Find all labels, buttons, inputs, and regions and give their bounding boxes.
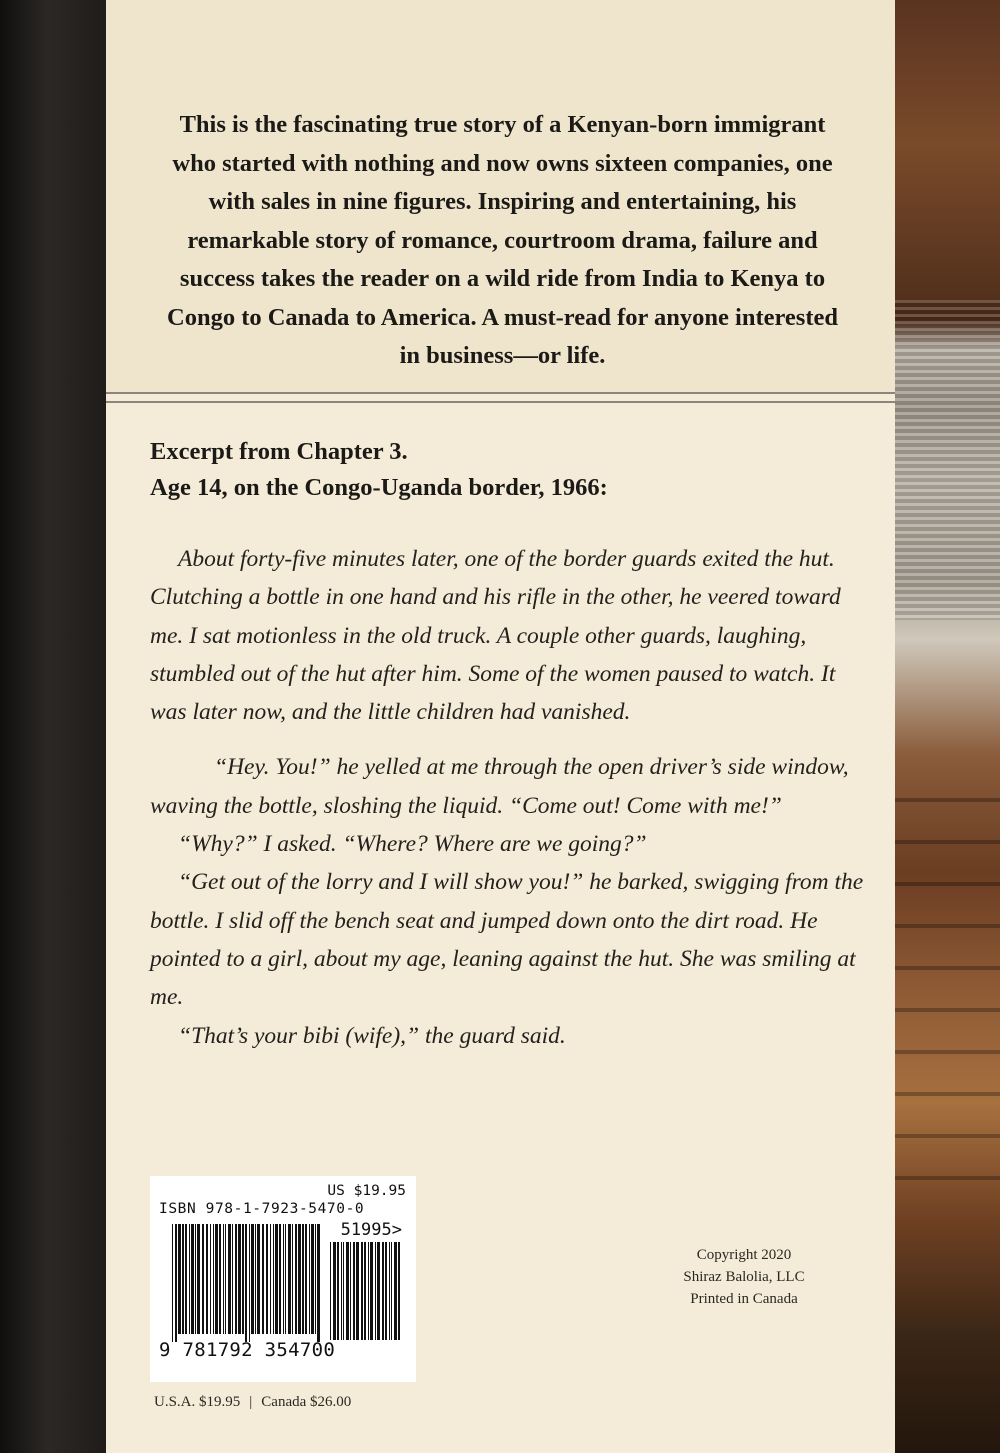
barcode-bar <box>219 1224 221 1334</box>
barcode-bar <box>317 1224 320 1342</box>
barcode-bar <box>185 1224 187 1334</box>
barcode-bar <box>175 1224 177 1342</box>
divider-rule-top <box>106 392 895 394</box>
excerpt-paragraph: “That’s your bibi (wife),” the guard said. <box>178 1022 566 1049</box>
barcode-bar <box>242 1224 244 1334</box>
barcode-bar <box>189 1224 190 1334</box>
barcode-bar <box>270 1224 271 1334</box>
price-usa: U.S.A. $19.95 <box>154 1394 241 1410</box>
desk-drawers-image <box>895 760 1000 1180</box>
barcode-bar <box>346 1242 349 1340</box>
barcode-bar <box>172 1224 173 1342</box>
cover-photo-edge <box>895 0 1000 1453</box>
excerpt-text <box>150 540 870 1055</box>
barcode-bar <box>285 1224 286 1334</box>
barcode-bar <box>353 1242 355 1340</box>
barcode-bar <box>398 1242 400 1340</box>
barcode-bar <box>356 1242 359 1340</box>
barcode-bar <box>249 1224 250 1342</box>
excerpt-paragraph: About forty-five minutes later, one of the border guards exited the hut. Clutching a bottle in one hand and his rifle in the other, he veered toward me. I sat motionless in the old truck. A couple other guards, laughing, stumbled out of the hut after him. Some of the women paused to watch. It was later now, and the little children had vanished. <box>150 546 841 726</box>
copyright-notice <box>644 1244 844 1310</box>
book-blurb: This is the fascinating true story of a Kenyan-born immigrant who started with nothing and now owns sixteen companies, one with sales in nine figures. Inspiring and entertaining, his remarkable story of romance, courtroom drama, failure and success takes the reader on a wild ride from India to Kenya to Congo to Canada to America. A must-read for anyone interested in business—or life. <box>167 111 838 369</box>
excerpt-heading-chapter: Excerpt from Chapter 3. <box>150 438 408 465</box>
back-cover-panel <box>106 0 895 1453</box>
window-blinds-image <box>895 300 1000 620</box>
excerpt-paragraph: “Why?” I asked. “Where? Where are we going?” <box>178 831 647 858</box>
isbn-barcode-label <box>150 1176 416 1382</box>
barcode-bar <box>350 1242 351 1340</box>
barcode-bar <box>341 1242 342 1340</box>
book-spine-edge <box>0 0 106 1453</box>
barcode-bar <box>315 1224 316 1334</box>
excerpt-heading <box>150 434 850 506</box>
barcode-bar <box>266 1224 268 1334</box>
barcode-bar <box>302 1224 304 1334</box>
isbn-number: ISBN 978-1-7923-5470-0 <box>159 1201 365 1217</box>
barcode-bar <box>288 1224 291 1334</box>
excerpt-paragraph: “Get out of the lorry and I will show you!” he barked, swigging from the bottle. I slid off the bench seat and jumped down onto the dirt road. He pointed to a girl, about my age, leaning against the hut. She was smiling at me. <box>150 869 864 1011</box>
barcode-bar <box>311 1224 314 1334</box>
price-separator: | <box>249 1394 253 1410</box>
barcode-bar <box>382 1242 384 1340</box>
barcode-digits: 9 781792 354700 <box>159 1339 336 1361</box>
barcode-price-code: US $19.95 <box>327 1183 406 1199</box>
copyright-holder: Shiraz Balolia, LLC <box>683 1269 805 1285</box>
barcode-bar <box>213 1224 214 1334</box>
barcode-bar <box>385 1242 387 1340</box>
barcode-bar <box>255 1224 256 1334</box>
barcode-bar <box>273 1224 274 1334</box>
barcode-bar <box>389 1242 390 1340</box>
barcode-bar <box>210 1224 211 1334</box>
barcode-bar <box>235 1224 237 1334</box>
barcode-bar <box>182 1224 184 1334</box>
barcode-bar <box>364 1242 366 1340</box>
barcode-addon-code: 51995> <box>340 1220 402 1240</box>
excerpt-heading-setting: Age 14, on the Congo-Uganda border, 1966: <box>150 474 608 501</box>
barcode-bar <box>257 1224 260 1334</box>
barcode-bar <box>178 1224 181 1334</box>
copyright-year: Copyright 2020 <box>696 1247 792 1263</box>
barcode-bar <box>295 1224 297 1334</box>
barcode-bar <box>298 1224 301 1334</box>
barcode-bar <box>238 1224 241 1334</box>
barcode-bar <box>394 1242 397 1340</box>
barcode-bar <box>279 1224 281 1334</box>
excerpt-paragraph: “Hey. You!” he yelled at me through the open driver’s side window, waving the bottle, sloshing the liquid. “Come out! Come with me!” <box>150 754 849 819</box>
barcode-bar <box>391 1242 392 1340</box>
barcode-bar <box>309 1224 310 1334</box>
barcode-bar <box>191 1224 194 1334</box>
barcode-bar <box>223 1224 224 1334</box>
printed-in: Printed in Canada <box>690 1291 798 1307</box>
barcode-bar <box>343 1242 344 1340</box>
barcode-bar <box>370 1242 373 1340</box>
barcode-bar <box>262 1224 264 1334</box>
barcode-bar <box>228 1224 231 1334</box>
barcode-bar <box>368 1242 369 1340</box>
barcode-bar <box>361 1242 363 1340</box>
barcode-bar <box>377 1242 380 1340</box>
barcode-bar <box>225 1224 226 1334</box>
divider-rule-bottom <box>106 401 895 403</box>
barcode-bar <box>245 1224 247 1342</box>
barcode-bar <box>251 1224 254 1334</box>
barcode-bar <box>206 1224 208 1334</box>
barcode-bar <box>283 1224 284 1334</box>
barcode-bar <box>337 1242 339 1340</box>
barcode-bar <box>305 1224 307 1334</box>
barcode-bar <box>330 1242 331 1340</box>
blurb-band <box>106 0 895 394</box>
cover-prices <box>154 1394 554 1411</box>
barcode-bar <box>215 1224 218 1334</box>
barcode-bar <box>197 1224 200 1334</box>
barcode-bar <box>292 1224 293 1334</box>
barcode-bar <box>202 1224 204 1334</box>
barcode-bar <box>275 1224 278 1334</box>
barcode-bar <box>195 1224 196 1334</box>
barcode-bar <box>333 1242 336 1340</box>
barcode-bar <box>232 1224 233 1334</box>
barcode-bar <box>375 1242 376 1340</box>
price-canada: Canada $26.00 <box>261 1394 352 1410</box>
